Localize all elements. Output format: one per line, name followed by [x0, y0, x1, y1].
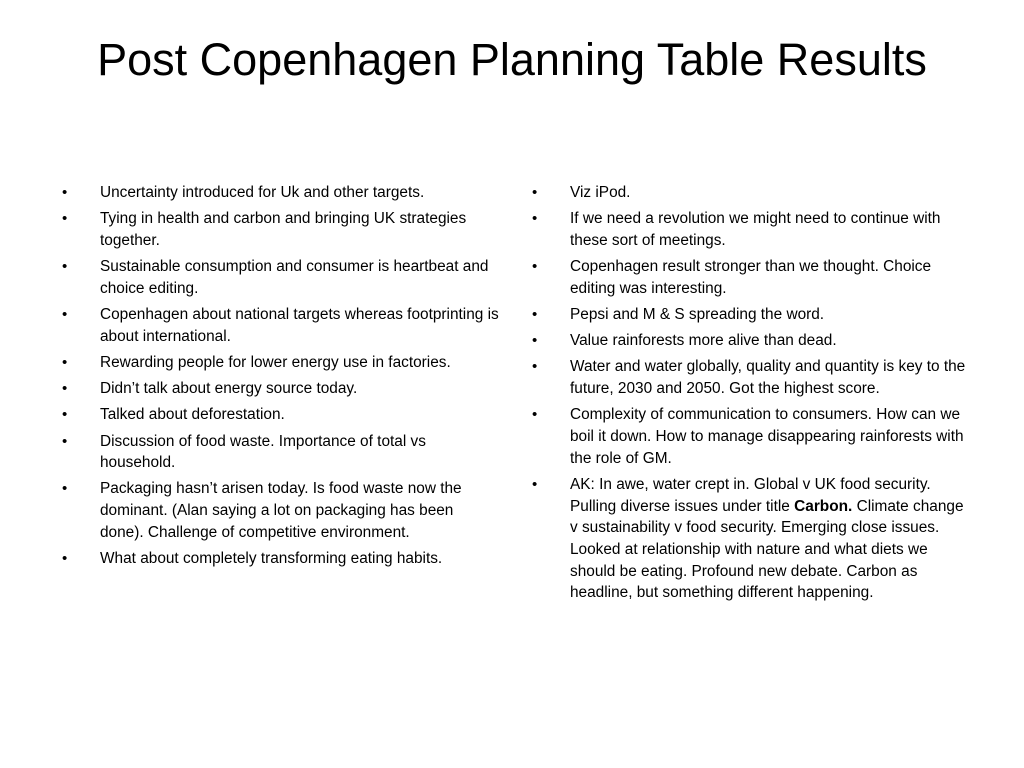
bullet-icon: •: [62, 480, 68, 498]
slide-title: Post Copenhagen Planning Table Results: [97, 34, 927, 85]
item-text: Didn’t talk about energy source today.: [100, 380, 358, 398]
item-text: Water and water globally, quality and quantity is key to the future, 2030 and 2050. Got the highest score.: [570, 358, 966, 398]
bullet-icon: •: [532, 406, 538, 424]
item-text-bold: Carbon.: [794, 497, 853, 515]
item-text: Complexity of communication to consumers. How can we boil it down. How to manage disappearing rainforests with the role of GM.: [570, 406, 964, 467]
item-text: Tying in health and carbon and bringing UK strategies together.: [100, 210, 467, 249]
bullet-icon: •: [62, 406, 68, 424]
list-item: [62, 256, 500, 299]
item-text: What about completely transforming eating habits.: [100, 550, 443, 568]
item-text-before: AK: In awe, water crept in. Global v UK food security. Pulling diverse issues under title: [570, 475, 931, 515]
list-item: [62, 478, 500, 543]
bullet-icon: •: [62, 306, 68, 324]
bullet-icon: •: [532, 258, 538, 276]
bullet-icon: •: [62, 550, 68, 568]
list-item: [62, 208, 500, 251]
item-text: Talked about deforestation.: [100, 406, 285, 424]
item-text-after: Climate change v sustainability v food security. Emerging close issues. Looked at relationship with nature and what diets we should be eating. Profound new debate. Carbon as headline, but something different happening.: [570, 497, 964, 602]
item-text: Viz iPod.: [570, 184, 631, 201]
item-text: Discussion of food waste. Importance of total vs household.: [100, 432, 426, 472]
item-text: Uncertainty introduced for Uk and other targets.: [100, 184, 425, 201]
bullet-icon: •: [532, 475, 538, 493]
list-item: [62, 548, 500, 570]
item-text: Copenhagen about national targets whereas footprinting is about international.: [100, 306, 499, 345]
bullet-icon: •: [62, 258, 68, 276]
list-item: [532, 330, 968, 352]
bullet-icon: •: [532, 306, 538, 324]
left-bullet-list: [62, 182, 500, 574]
list-item: [62, 431, 500, 474]
bullet-icon: •: [62, 432, 68, 450]
list-item: [62, 182, 500, 204]
bullet-icon: •: [532, 332, 538, 350]
item-text: Rewarding people for lower energy use in factories.: [100, 353, 451, 371]
bullet-icon: •: [532, 210, 538, 228]
bullet-icon: •: [62, 210, 68, 228]
item-text: If we need a revolution we might need to continue with these sort of meetings.: [570, 210, 941, 249]
item-text: Packaging hasn’t arisen today. Is food waste now the dominant. (Alan saying a lot on packaging has been done). Challenge of competitive environment.: [100, 480, 462, 541]
item-text: Value rainforests more alive than dead.: [570, 332, 837, 350]
item-text: Copenhagen result stronger than we thought. Choice editing was interesting.: [570, 258, 932, 297]
list-item: [62, 352, 500, 374]
item-text: Sustainable consumption and consumer is heartbeat and choice editing.: [100, 258, 489, 297]
bullet-icon: •: [62, 353, 68, 371]
bullet-icon: •: [62, 184, 68, 201]
list-item: [62, 378, 500, 400]
list-item: [532, 356, 968, 399]
bullet-icon: •: [532, 184, 538, 201]
bullet-icon: •: [532, 358, 538, 376]
list-item: [532, 208, 968, 251]
list-item: [532, 304, 968, 326]
item-text: Pepsi and M & S spreading the word.: [570, 306, 825, 324]
list-item: [532, 474, 968, 604]
list-item: [62, 404, 500, 426]
right-bullet-list: [532, 182, 968, 609]
list-item: [532, 256, 968, 299]
list-item: [532, 404, 968, 469]
list-item: [532, 182, 968, 204]
list-item: [62, 304, 500, 347]
bullet-icon: •: [62, 380, 68, 398]
